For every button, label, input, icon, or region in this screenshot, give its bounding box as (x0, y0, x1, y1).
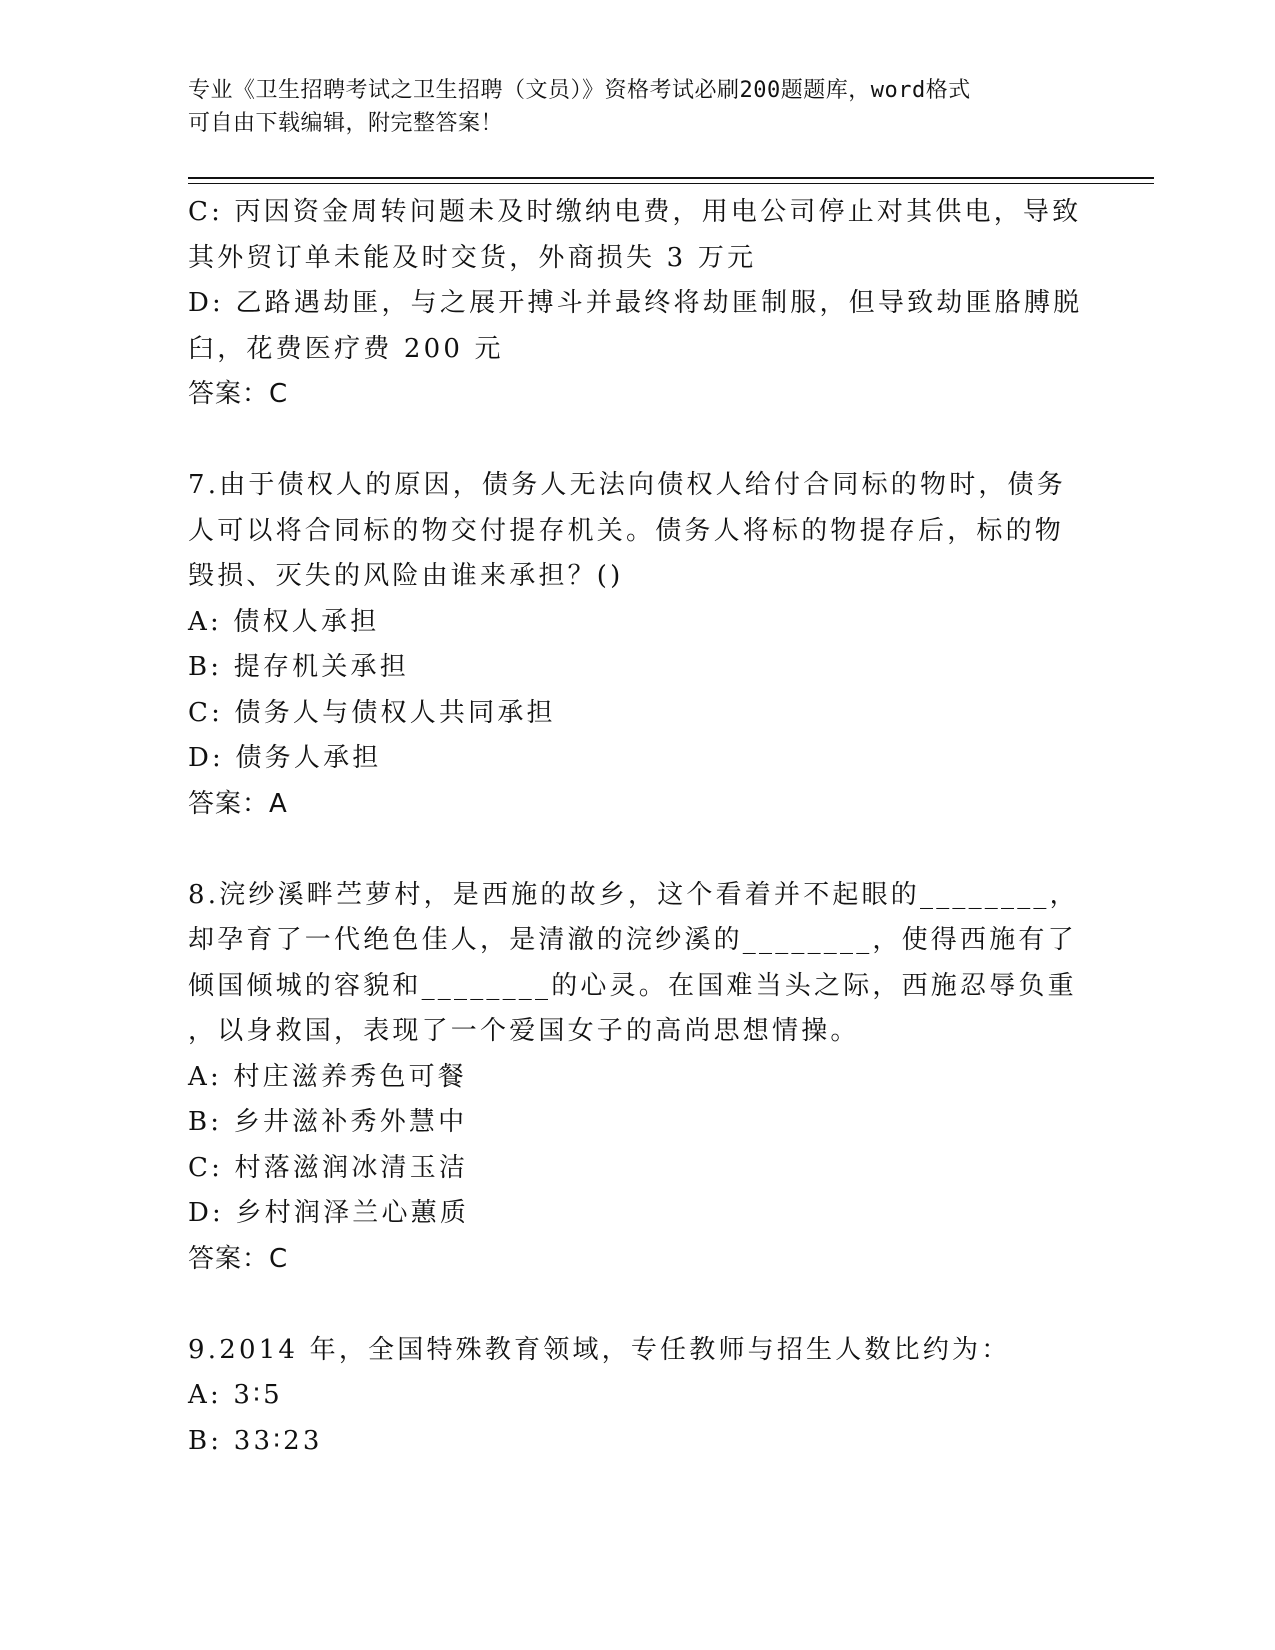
question-7 (188, 463, 1088, 827)
question-9 (188, 1328, 1088, 1465)
question-stem-line1: 8.浣纱溪畔苎萝村，是西施的故乡，这个看着并不起眼的________， (188, 879, 1079, 910)
spacer (188, 1282, 1088, 1328)
question-stem-line2: 人可以将合同标的物交付提存机关。债务人将标的物提存后，标的物 (188, 515, 1065, 546)
header-title-line1: 专业《卫生招聘考试之卫生招聘（文员）》资格考试必刷200题题库，word格式 (188, 78, 971, 103)
question-6-tail (188, 190, 1088, 418)
header-divider-thick (188, 177, 1154, 179)
option-d: D: 债务人承担 (188, 743, 382, 773)
option-a: A: 债权人承担 (188, 606, 380, 637)
question-stem-line3: 倾国倾城的容貌和________的心灵。在国难当头之际，西施忍辱负重 (188, 970, 1077, 1001)
option-b: B: 33∶23 (188, 1425, 323, 1456)
header-divider-thin (188, 183, 1154, 184)
question-stem-line1: 7.由于债权人的原因，债务人无法向债权人给付合同标的物时，债务 (188, 470, 1067, 500)
question-stem-line1: 9.2014 年，全国特殊教育领域，专任教师与招生人数比约为： (188, 1334, 1011, 1365)
question-stem-line4: ，以身救国，表现了一个爱国女子的高尚思想情操。 (188, 1016, 860, 1046)
answer: 答案：C (188, 379, 289, 409)
header-title-line2: 可自由下载编辑，附完整答案！ (188, 111, 504, 136)
option-a: A: 村庄滋养秀色可餐 (188, 1061, 468, 1092)
question-8 (188, 873, 1088, 1283)
option-c: C: 村落滋润冰清玉洁 (188, 1152, 469, 1183)
option-c-line2: 其外贸订单未能及时交货，外商损失 3 万元 (188, 242, 757, 273)
option-b: B: 乡井滋补秀外慧中 (188, 1107, 468, 1137)
option-c: C: 债务人与债权人共同承担 (188, 697, 556, 728)
option-a: A: 3∶5 (188, 1380, 283, 1410)
document-body (188, 190, 1088, 1464)
spacer (188, 418, 1088, 464)
question-stem-line2: 却孕育了一代绝色佳人，是清澈的浣纱溪的________，使得西施有了 (188, 925, 1077, 955)
question-stem-line3: 毁损、灭失的风险由谁来承担？() (188, 561, 624, 591)
answer: 答案：A (188, 788, 288, 819)
option-d: D: 乡村润泽兰心蕙质 (188, 1198, 470, 1228)
answer: 答案：C (188, 1243, 289, 1274)
spacer (188, 827, 1088, 873)
option-d-line2: 臼，花费医疗费 200 元 (188, 333, 504, 364)
option-b: B: 提存机关承担 (188, 652, 409, 682)
document-header (188, 74, 1068, 140)
option-c-line1: C: 丙因资金周转问题未及时缴纳电费，用电公司停止对其供电，导致 (188, 197, 1082, 227)
option-d-line1: D: 乙路遇劫匪，与之展开搏斗并最终将劫匪制服，但导致劫匪胳膊脱 (188, 288, 1083, 318)
